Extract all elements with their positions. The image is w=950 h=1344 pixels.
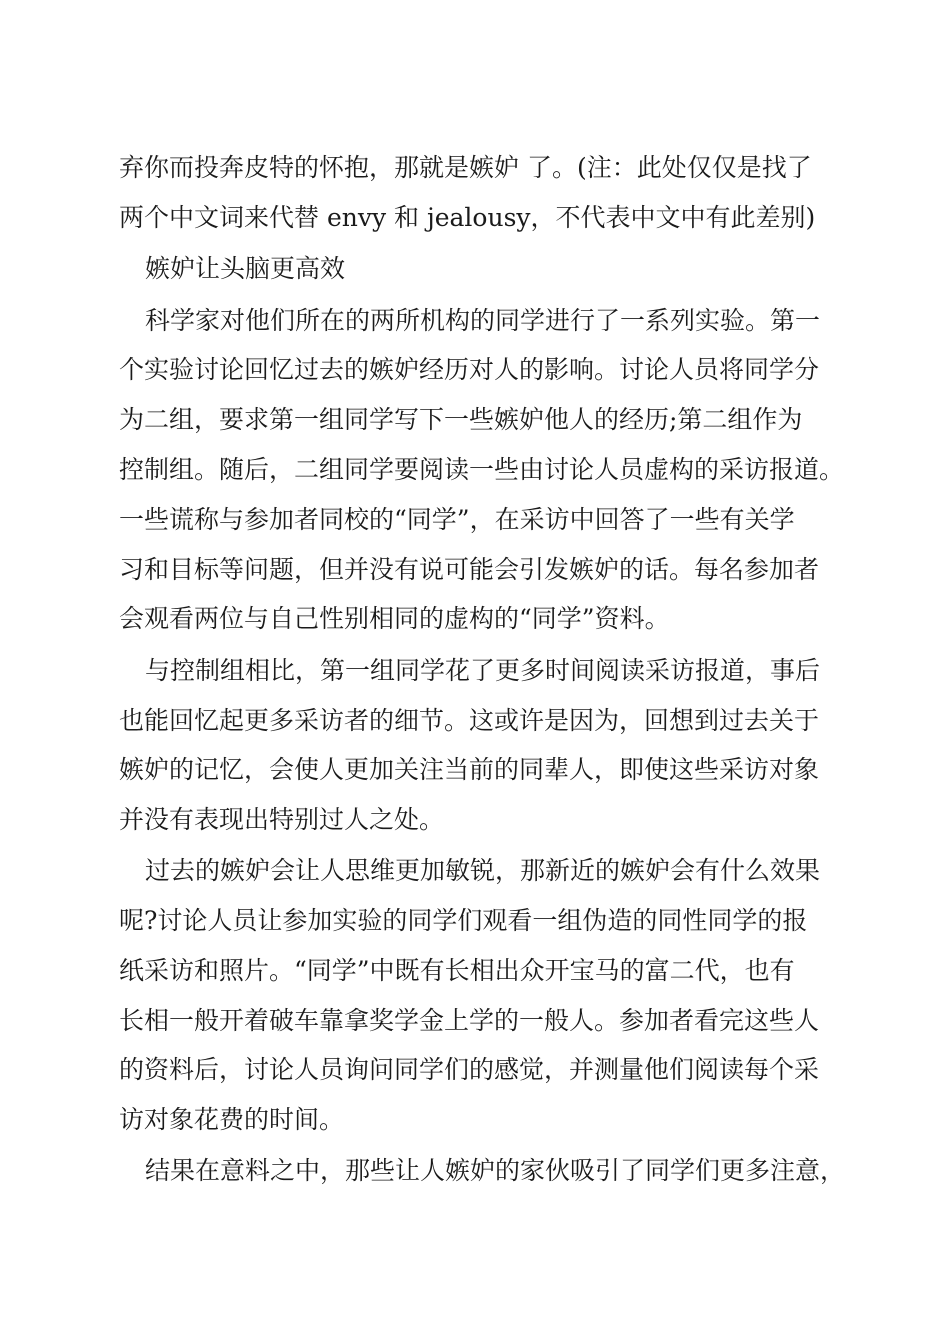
text-line: 的资料后，讨论人员询问同学们的感觉，并测量他们阅读每个采 — [119, 1055, 820, 1084]
text-line: 会观看两位与自己性别相同的虚构的“同学”资料。 — [119, 604, 670, 633]
text-line: 纸采访和照片。“同学”中既有长相出众开宝马的富二代，也有 — [119, 956, 795, 985]
text-line: 弃你而投奔皮特的怀抱，那就是嫉妒 了。(注：此处仅仅是找了 — [119, 153, 812, 182]
text-line: 长相一般开着破车靠拿奖学金上学的一般人。参加者看完这些人 — [119, 1006, 820, 1035]
text-line: 控制组。随后，二组同学要阅读一些由讨论人员虚构的采访报道。 — [119, 455, 845, 484]
text-line: 并没有表现出特别过人之处。 — [119, 805, 445, 834]
text-line: 个实验讨论回忆过去的嫉妒经历对人的影响。讨论人员将同学分 — [119, 355, 820, 384]
text-line: 过去的嫉妒会让人思维更加敏锐，那新近的嫉妒会有什么效果 — [145, 856, 821, 885]
text-line: 嫉妒的记忆，会使人更加关注当前的同辈人，即使这些采访对象 — [119, 755, 820, 784]
text-line: 习和目标等问题，但并没有说可能会引发嫉妒的话。每名参加者 — [119, 555, 820, 584]
text-line: 也能回忆起更多采访者的细节。这或许是因为，回想到过去关于 — [119, 706, 820, 735]
text-line: 访对象花费的时间。 — [119, 1105, 345, 1134]
section-heading: 嫉妒让头脑更高效 — [145, 254, 346, 283]
text-line: 科学家对他们所在的两所机构的同学进行了一系列实验。第一 — [145, 306, 821, 335]
text-line: 呢?讨论人员让参加实验的同学们观看一组伪造的同性同学的报 — [119, 906, 808, 935]
text-line: 与控制组相比，第一组同学花了更多时间阅读采访报道，事后 — [145, 656, 821, 685]
text-line: 两个中文词来代替 envy 和 jealousy，不代表中文中有此差别) — [119, 203, 816, 232]
text-line: 一些谎称与参加者同校的“同学”，在采访中回答了一些有关学 — [119, 505, 795, 534]
text-line: 为二组，要求第一组同学写下一些嫉妒他人的经历;第二组作为 — [119, 405, 803, 434]
text-line: 结果在意料之中，那些让人嫉妒的家伙吸引了同学们更多注意， — [145, 1156, 846, 1185]
